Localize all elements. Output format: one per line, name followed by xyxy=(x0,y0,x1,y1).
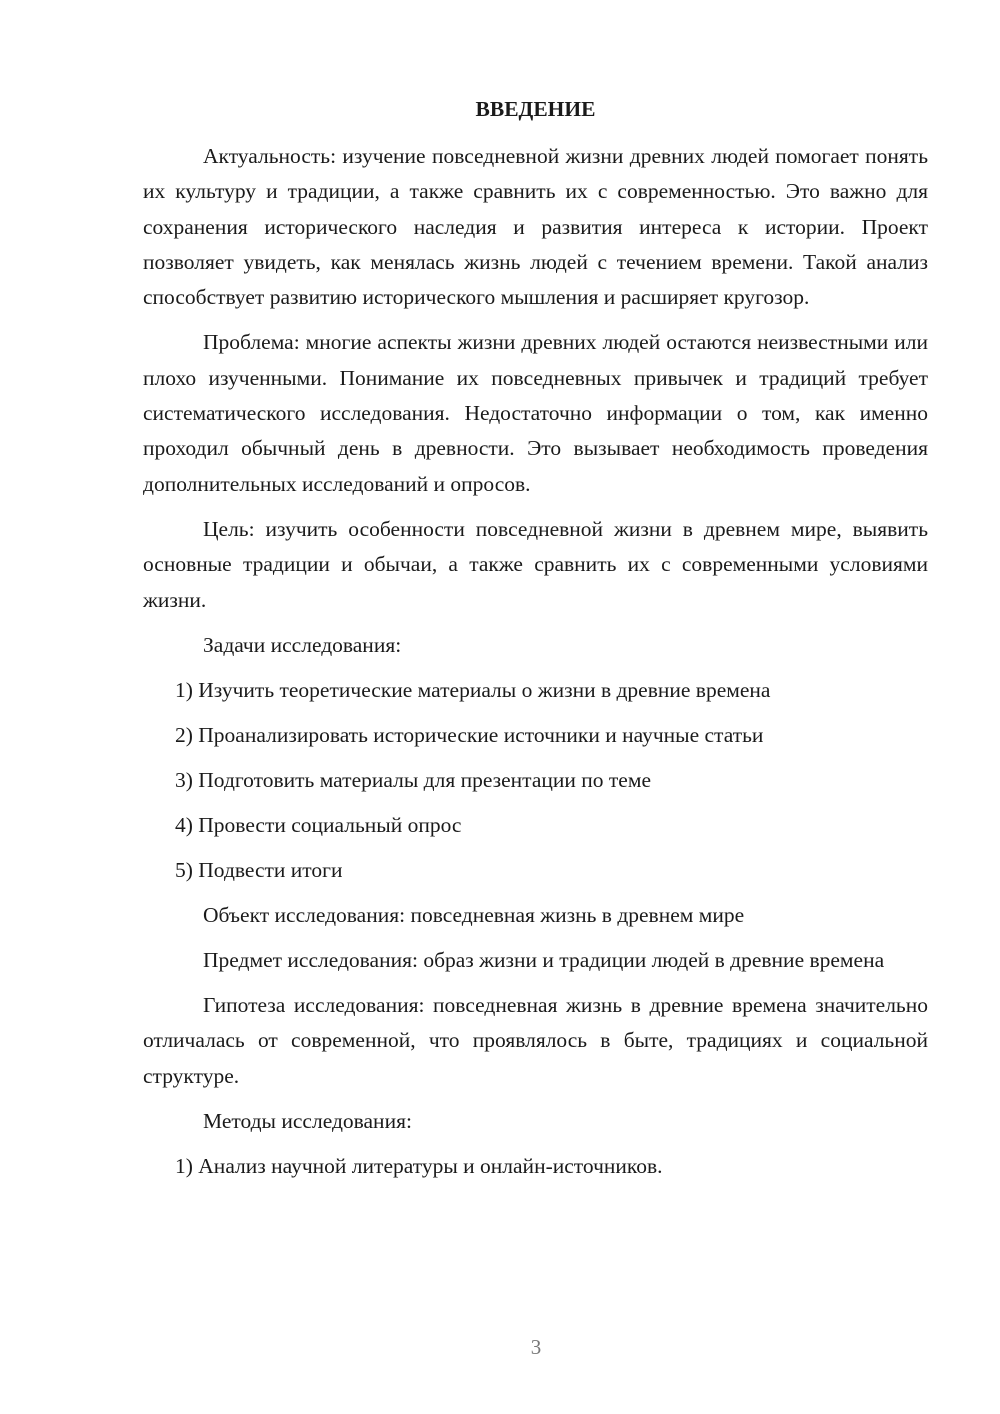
task-item: 3) Подготовить материалы для презентации по теме xyxy=(175,767,651,792)
methods-heading: Методы исследования: xyxy=(203,1109,412,1134)
task-item: 4) Провести социальный опрос xyxy=(175,812,462,837)
problem-paragraph: Проблема: многие аспекты жизни древних людей остаются неизвестными или плохо изученными. Понимание их повседневных привычек и традиций требует систематического исследования. Недостаточно информации о том, как именно проходил обычный день в древности. Это вызывает необходимость проведения дополнительных исследований и опросов. xyxy=(143,330,928,496)
object-paragraph: Объект исследования: повседневная жизнь в древнем мире xyxy=(203,902,745,927)
task-item: 1) Изучить теоретические материалы о жизни в древние времена xyxy=(175,677,771,702)
section-heading: ВВЕДЕНИЕ xyxy=(475,97,596,121)
tasks-heading: Задачи исследования: xyxy=(203,632,402,657)
task-item: 5) Подвести итоги xyxy=(175,857,343,882)
goal-paragraph: Цель: изучить особенности повседневной жизни в древнем мире, выявить основные традиции и обычаи, а также сравнить их с современными условиями жизни. xyxy=(143,516,928,612)
subject-paragraph: Предмет исследования: образ жизни и традиции людей в древние времена xyxy=(203,947,885,972)
actuality-paragraph: Актуальность: изучение повседневной жизни древних людей помогает понять их культуру и традиции, а также сравнить их с современностью. Это важно для сохранения исторического наследия и развития интереса к истории. Проект позволяет увидеть, как менялась жизнь людей с течением времени. Такой анализ способствует развитию исторического мышления и расширяет кругозор. xyxy=(143,144,928,310)
task-item: 2) Проанализировать исторические источники и научные статьи xyxy=(175,722,764,747)
method-item: 1) Анализ научной литературы и онлайн-источников. xyxy=(175,1154,663,1179)
hypothesis-paragraph: Гипотеза исследования: повседневная жизнь в древние времена значительно отличалась от современной, что проявлялось в быте, традициях и социальной структуре. xyxy=(143,993,928,1088)
page-content xyxy=(143,92,928,1194)
page-number: 3 xyxy=(530,1335,542,1359)
